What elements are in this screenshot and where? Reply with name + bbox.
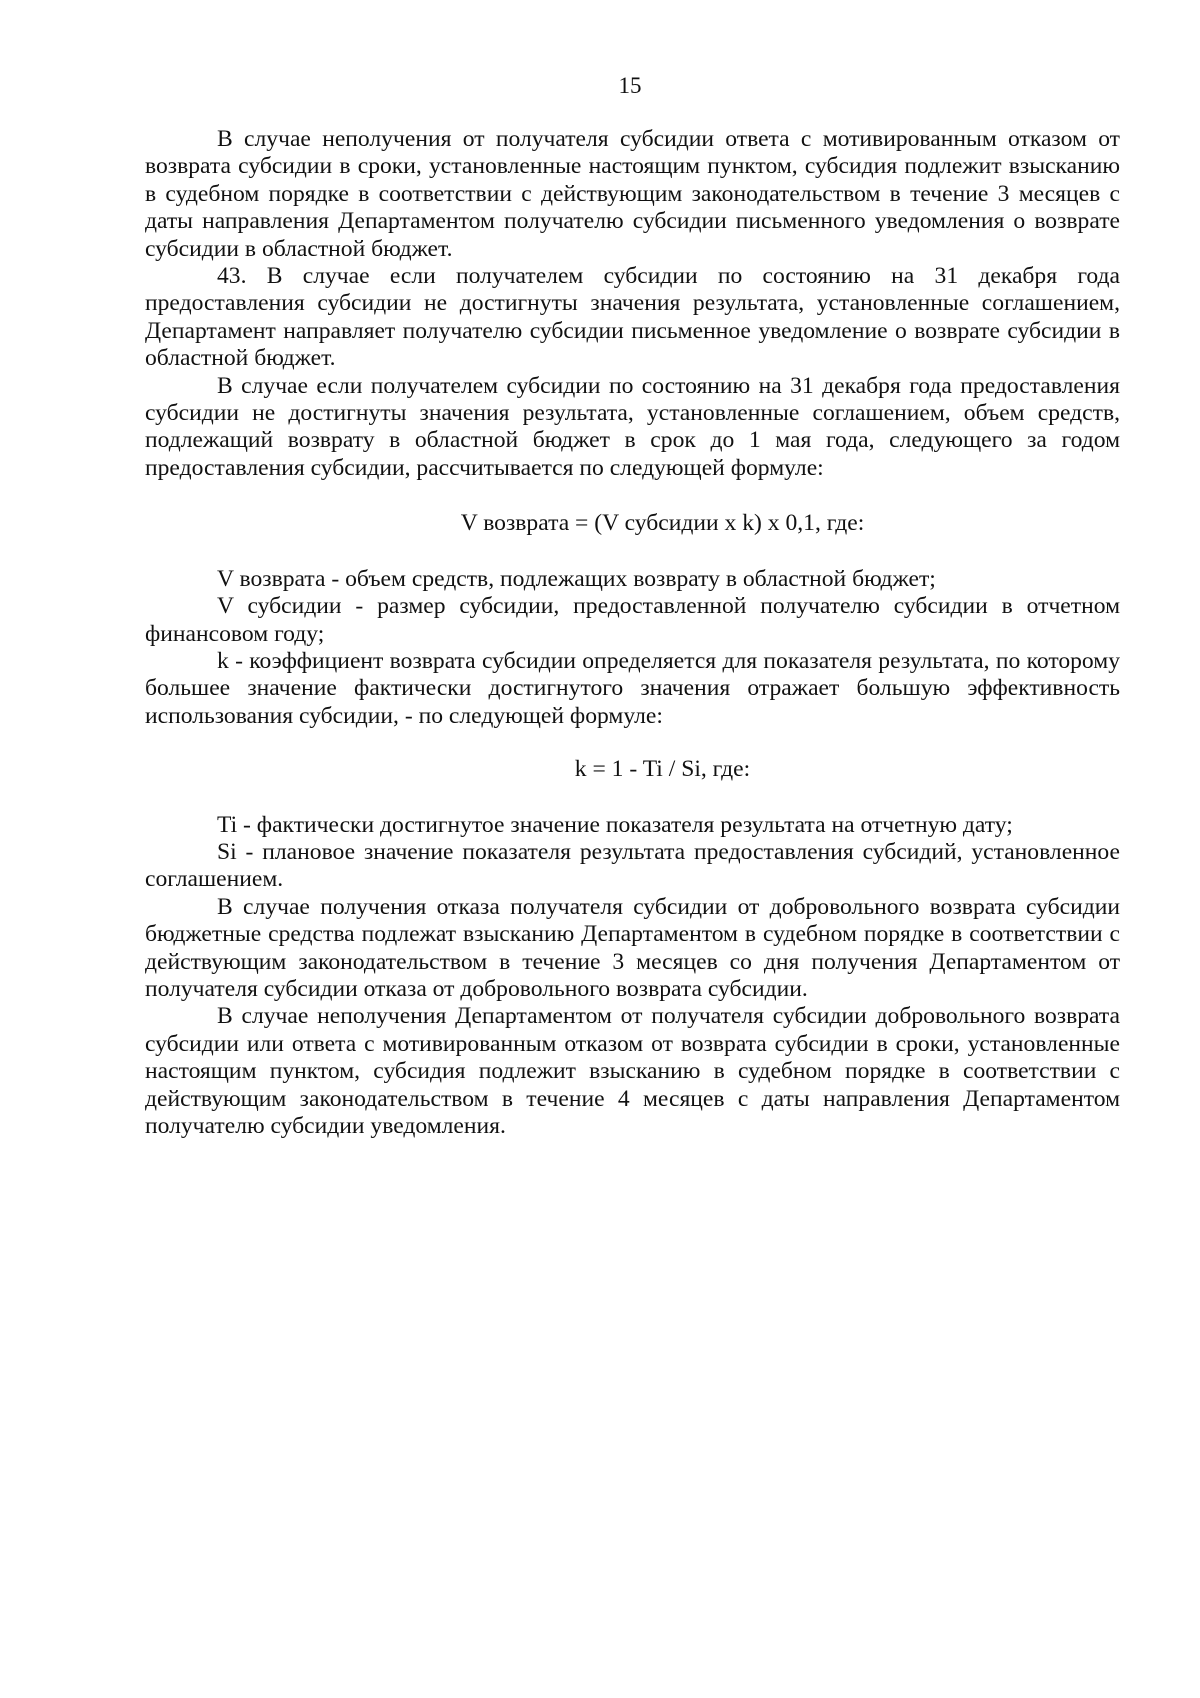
page-number: 15 xyxy=(618,73,642,98)
paragraph-clause-43: 43. В случае если получателем субсидии по состоянию на 31 декабря года предоставления субсидии не достигнуты значения результата, установленные соглашением, Департамент направляет получателю субсидии письменное уведомление о возврате субсидии в областной бюджет. xyxy=(145,263,1120,372)
paragraph-voluntary-refusal: В случае получения отказа получателя субсидии от добровольного возврата субсидии бюджетные средства подлежат взысканию Департаментом в судебном порядке в соответствии с действующим законодательством в течение 3 месяцев со дня получения Департаментом от получателя субсидии отказа от добровольного возврата субсидии. xyxy=(145,893,1120,1002)
definition-v-subsidy: V субсидии - размер субсидии, предоставленной получателю субсидии в отчетном финансовом году; xyxy=(145,593,1120,647)
definition-si: Si - плановое значение показателя результата предоставления субсидий, установленное соглашением. xyxy=(145,838,1120,893)
formula-coefficient-k: k = 1 - Ti / Si, где: xyxy=(574,756,751,783)
definition-v-return: V возврата - объем средств, подлежащих возврату в областной бюджет; xyxy=(217,565,936,592)
definition-k: k - коэффициент возврата субсидии определяется для показателя результата, по которому большее значение фактически достигнутого значения отражает большую эффективность использования субсидии, - по следующей формуле: xyxy=(145,647,1120,729)
definition-ti: Ti - фактически достигнутое значение показателя результата на отчетную дату; xyxy=(217,811,1013,838)
document-body xyxy=(145,126,1120,1140)
formula-return-volume: V возврата = (V субсидии x k) x 0,1, где: xyxy=(460,510,865,537)
paragraph-non-receipt: В случае неполучения Департаментом от получателя субсидии добровольного возврата субсидии или ответа с мотивированным отказом от возврата субсидии в сроки, установленные настоящим пунктом, субсидия подлежит взысканию в судебном порядке в соответствии с действующим законодательством в течение 4 месяцев с даты направления Департаментом получателю субсидии уведомления. xyxy=(145,1003,1120,1139)
paragraph-return-volume: В случае если получателем субсидии по состоянию на 31 декабря года предоставления субсидии не достигнуты значения результата, установленные соглашением, объем средств, подлежащий возврату в областной бюджет в срок до 1 мая года, следующего за годом предоставления субсидии, рассчитывается по следующей формуле: xyxy=(145,372,1120,481)
paragraph-refusal-response: В случае неполучения от получателя субсидии ответа с мотивированным отказом от возврата субсидии в сроки, установленные настоящим пунктом, субсидия подлежит взысканию в судебном порядке в соответствии с действующим законодательством в течение 3 месяцев с даты направления Департаментом получателю субсидии письменного уведомления о возврате субсидии в областной бюджет. xyxy=(145,126,1120,262)
